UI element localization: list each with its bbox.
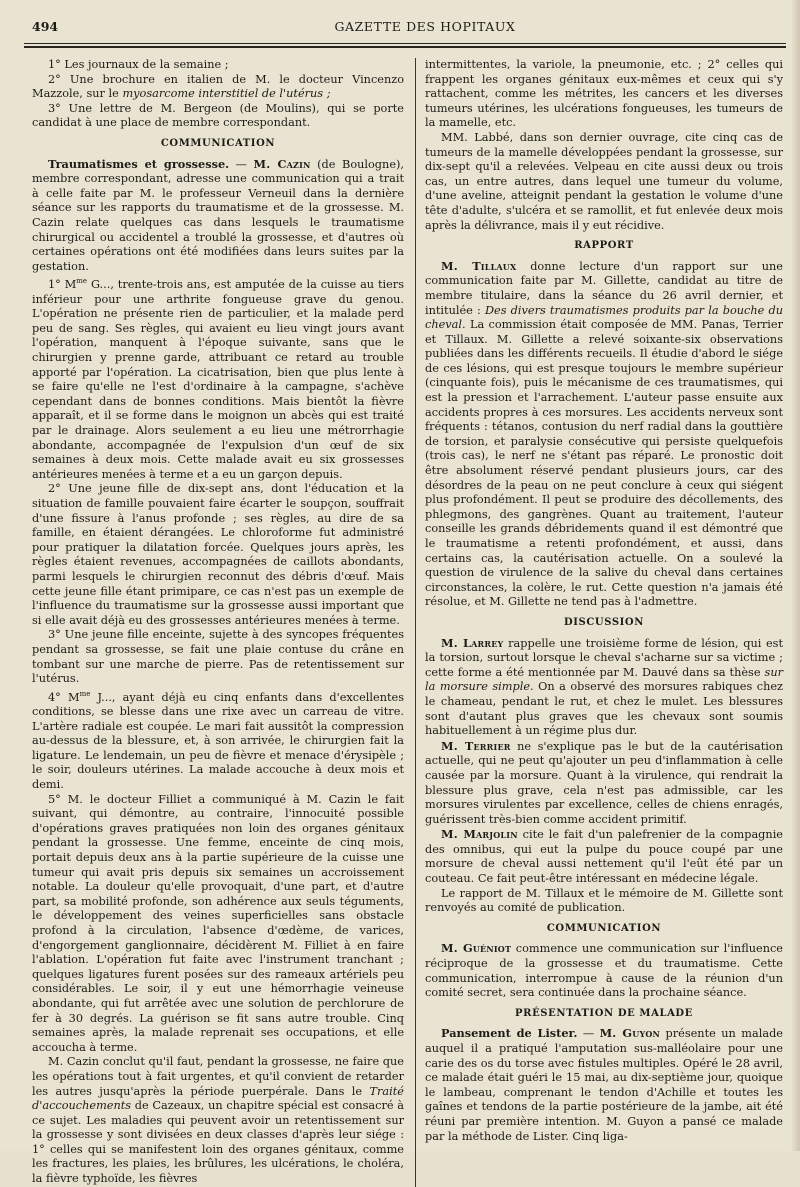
speaker-name: M. Marjolin (441, 827, 518, 842)
paragraph-case-2: 2° Une jeune fille de dix-sept ans, dont l'éducation et la situation de famille pouvaient faire écarter le soupçon, souffrait d'une fissure à l'anus profonde ; ses règles, au dire de sa famille, en étaient dérangées. Le chloroforme fut administré pour pratiquer la dilatation forcée. Quelques jours après, les règles étaient revenues, accompagnées de caillots abondants, parmi lesquels le chirurgien reconnut des débris d'œuf. Mais cette jeune fille étant primipare, ce cas n'est pas un exemple de l'influence du traumatisme sur la grossesse aussi important que si elle avait déjà eu des grossesses antérieures menées à terme. (32, 482, 404, 627)
header-rule-double (24, 46, 786, 48)
speaker-name: M. Cazin (253, 156, 311, 171)
paragraph-labbe: MM. Labbé, dans son dernier ouvrage, cite cinq cas de tumeurs de la mamelle développées pendant la grossesse, sur dix-sept qu'il a relevées. Velpeau en cite aussi deux ou trois cas, un entre autres, dans lequel une tumeur du volume, d'une aveline, atteignit pendant la gestation le volume d'une tête d'adulte, s'ulcéra et se ramollit, et fut enlevée deux mois après la délivrance, mais il y eut récidive. (425, 130, 783, 232)
section-heading-discussion: DISCUSSION (563, 616, 644, 628)
agenda-item-2: 2° Une brochure en italien de M. le docteur Vincenzo Mazzole, sur le myosarcome interstitiel de l'utérus ; (32, 72, 404, 101)
agenda-item-3: 3° Une lettre de M. Bergeon (de Moulins), qui se porte candidat à une place de membre correspondant. (32, 101, 404, 130)
left-column (32, 58, 404, 1187)
article-title: Traumatismes et grossesse. (48, 156, 230, 171)
header-rule (24, 43, 786, 44)
page-header (24, 17, 786, 41)
paragraph-marjolin: M. Marjolin cite le fait d'un palefrenier de la compagnie des omnibus, qui eut la pulpe du pouce coupé par une morsure de cheval aussi nettement qu'il l'eût été par un couteau. Ce fait peut-être intéressant en médecine légale. (425, 827, 783, 886)
page-number: 494 (32, 19, 59, 34)
paragraph-trauma-intro: Traumatismes et grossesse. — M. Cazin (de Boulogne), membre correspondant, adresse une communication qui a trait à celle faite par M. le professeur Verneuil dans la dernière séance sur les rapports du traumatisme et de la grossesse. M. Cazin relate quelques cas dans lesquels le traumatisme chirurgical ou accidentel a troublé la grossesse, et d'autres où certaines opérations ont été modifiées dans leurs suites par la gestation. (32, 156, 404, 273)
speaker-name: M. Terrier (441, 738, 511, 753)
running-title: GAZETTE DES HOPITAUX (334, 19, 516, 34)
speaker-name: M. Tillaux (441, 258, 517, 273)
section-heading-communication: COMMUNICATION (160, 137, 276, 149)
article-title: Pansement de Lister. (441, 1026, 578, 1041)
speaker-name: M. Guéniot (441, 941, 512, 956)
paragraph-case-5: 5° M. le docteur Filliet a communiqué à M. Cazin le fait suivant, qui démontre, au contraire, l'innocuité possible d'opérations graves pratiquées non loin des organes génitaux pendant la grossesse. Une femme, enceinte de cinq mois, portait depuis deux ans à la partie supérieure de la cuisse une tumeur qui avait pris depuis six semaines un accroissement notable. La douleur qu'elle provoquait, d'une part, et d'autre part, sa mobilité profonde, son adhérence aux seuls téguments, le développement des veines superficielles sans obstacle profond à la circulation, l'absence d'œdème, de varices, d'engorgement ganglionnaire, décidèrent M. Filliet à en faire l'ablation. L'opération fut faite avec l'instrument tranchant ; quelques ligatures furent posées sur des rameaux artériels peu considérables. Le soir, il y eut une hémorrhagie veineuse abondante, qui fut arrêtée avec une solution de perchlorure de fer à 30 degrés. La guérison se fit sans autre trouble. Cinq semaines après, la malade reprenait ses occupations, et elle accoucha à terme. (32, 792, 404, 1054)
paragraph-continuation: intermittentes, la variole, la pneumonie, etc. ; 2° celles qui frappent les organes génitaux eux-mêmes et ceux qui s'y rattachent, comme les métrites, les cancers et les diverses tumeurs utérines, les ulcérations fongueuses, les tumeurs de la mamelle, etc. (425, 58, 783, 130)
column-divider (415, 58, 416, 1187)
agenda-item-1: 1° Les journaux de la semaine ; (48, 58, 229, 71)
paragraph-terrier: M. Terrier ne s'explique pas le but de la cautérisation actuelle, qui ne peut qu'ajouter un peu d'inflammation à celle causée par la morsure. Quant à la virulence, qui rendrait la blessure plus grave, cela n'est pas admissible, car les morsures virulentes par excellence, celles de chiens enragés, guérissent très-bien comme accident primitif. (425, 738, 783, 826)
section-heading-communication-2: COMMUNICATION (546, 922, 662, 934)
paragraph-renvoi: Le rapport de M. Tillaux et le mémoire de M. Gillette sont renvoyés au comité de publication. (425, 886, 783, 915)
speaker-name: M. Guyon (599, 1026, 661, 1041)
paragraph-larrey: M. Larrey rappelle une troisième forme de lésion, qui est la torsion, surtout lorsque le cheval s'acharne sur sa victime ; cette forme a été mentionnée par M. Dauvé dans sa thèse sur la morsure simple. On a observé des morsures rabiques chez le chameau, pendant le rut, et chez le mulet. Les blessures sont d'autant plus graves que les chevaux sont soumis habituellement à un régime plus dur. (425, 635, 783, 738)
paragraph-case-3: 3° Une jeune fille enceinte, sujette à des syncopes fréquentes pendant sa grossesse, se fait une plaie contuse du crâne en tombant sur une marche de pierre. Pas de retentissement sur l'utérus. (32, 628, 404, 686)
paragraph-conclusion: M. Cazin conclut qu'il faut, pendant la grossesse, ne faire que les opérations tout à fait urgentes, et qu'il convient de retarder les autres jusqu'après la période puerpérale. Dans le Traité d'accouchements de Cazeaux, un chapitre spécial est consacré à ce sujet. Les maladies qui peuvent avoir un retentissement sur la grossesse y sont divisées en deux classes d'après leur siége : 1° celles qui se manifestent loin des organes génitaux, comme les fractures, les plaies, les brûlures, les ulcérations, le choléra, la fièvre typhoïde, les fièvres (32, 1055, 404, 1186)
paragraph-rapport: M. Tillaux donne lecture d'un rapport sur une communication faite par M. Gillette, candidat au titre de membre titulaire, dans la séance du 26 avril dernier, et intitulée : Des divers traumatismes produits par la bouche du cheval. La commission était composée de MM. Panas, Terrier et Tillaux. M. Gillette a relevé soixante-six observations publiées dans les différents recueils. Il étudie d'abord le siége de ces lésions, qui est presque toujours le membre supérieur (cinquante fois), puis le mécanisme de ces traumatismes, qui est la pression et l'arrachement. L'auteur passe ensuite aux accidents propres à ces morsures. Les accidents nerveux sont fréquents : tétanos, contusion du nerf radial dans la gouttière de torsion, et paralysie consécutive qui persiste quelquefois (trois cas), le nerf ne s'étant pas réparé. Le pronostic doit être absolument réservé pendant plusieurs jours, car des désordres de la peau on ne peut conclure à ceux qui siégent plus profondément. Il peut se produire des décollements, des phlegmons, des gangrènes. Quant au traitement, l'auteur conseille les grands débridements quand il est démontré que le traumatisme a retenti profondément, et aussi, dans certains cas, la cautérisation actuelle. On a soulevé la question de virulence de la salive du cheval dans certaines circonstances, la colère, le rut. Cette question n'a jamais été résolue, et M. Gillette ne tend pas à l'admettre. (425, 258, 783, 609)
section-heading-presentation: PRÉSENTATION DE MALADE (515, 1007, 693, 1019)
paragraph-case-1: 1° $M^{me}$ G..., trente-trois ans, est amputée de la cuisse au tiers inférieur pour une arthrite fongueuse grave du genou. L'opération ne présente rien de particulier, et la malade perd peu de sang. Ses règles, qui avaient eu lieu vingt jours avant l'opération, manquent à l'époque suivante, sans que le chirurgien y prenne garde, attribuant ce retard au trouble apporté par l'opération. La cicatrisation, bien que plus lente à se faire qu'elle ne l'est d'ordinaire à la campagne, s'achève cependant dans de bonnes conditions. Mais bientôt la fièvre apparaît, et il se forme dans le moignon un abcès qui est traité par le drainage. Alors seulement a eu lieu une métrorrhagie abondante, accompagnée de l'expulsion d'un œuf de six semaines à deux mois. Cette malade avait eu six grossesses antérieures menées à terme et a eu un garçon depuis. (32, 277, 404, 481)
paragraph-gueniot: M. Guéniot commence une communication sur l'influence réciproque de la grossesse et du traumatisme. Cette communication, interrompue à cause de la réunion d'un comité secret, sera continuée dans la prochaine séance. (425, 941, 783, 1000)
section-heading-rapport: RAPPORT (574, 240, 634, 252)
right-column (425, 58, 783, 1187)
columns (24, 58, 786, 1187)
speaker-name: M. Larrey (441, 635, 504, 650)
paragraph-case-4: 4° $M^{me}$ J..., ayant déjà eu cinq enfants dans d'excellentes conditions, se blesse dans une rixe avec un carreau de vitre. L'artère radiale est coupée. Le mari fait aussitôt la compression au-dessus de la blessure, et, à son arrivée, le chirurgien fait la ligature. Le lendemain, un peu de fièvre et menace d'érysipèle ; le soir, douleurs utérines. La malade accouche à deux mois et demi. (32, 689, 404, 792)
paragraph-lister: Pansement de Lister. — M. Guyon présente un malade auquel il a pratiqué l'amputation sus-malléolaire pour une carie des os du torse avec fistules multiples. Opéré le 28 avril, ce malade était guéri le 15 mai, au dix-septième jour, quoique le lambeau, comprenant le tendon d'Achille et toutes les gaînes et tendons de la partie postérieure de la jambe, ait été réuni par première intention. M. Guyon a pansé ce malade par la méthode de Lister. Cinq liga- (425, 1026, 783, 1143)
